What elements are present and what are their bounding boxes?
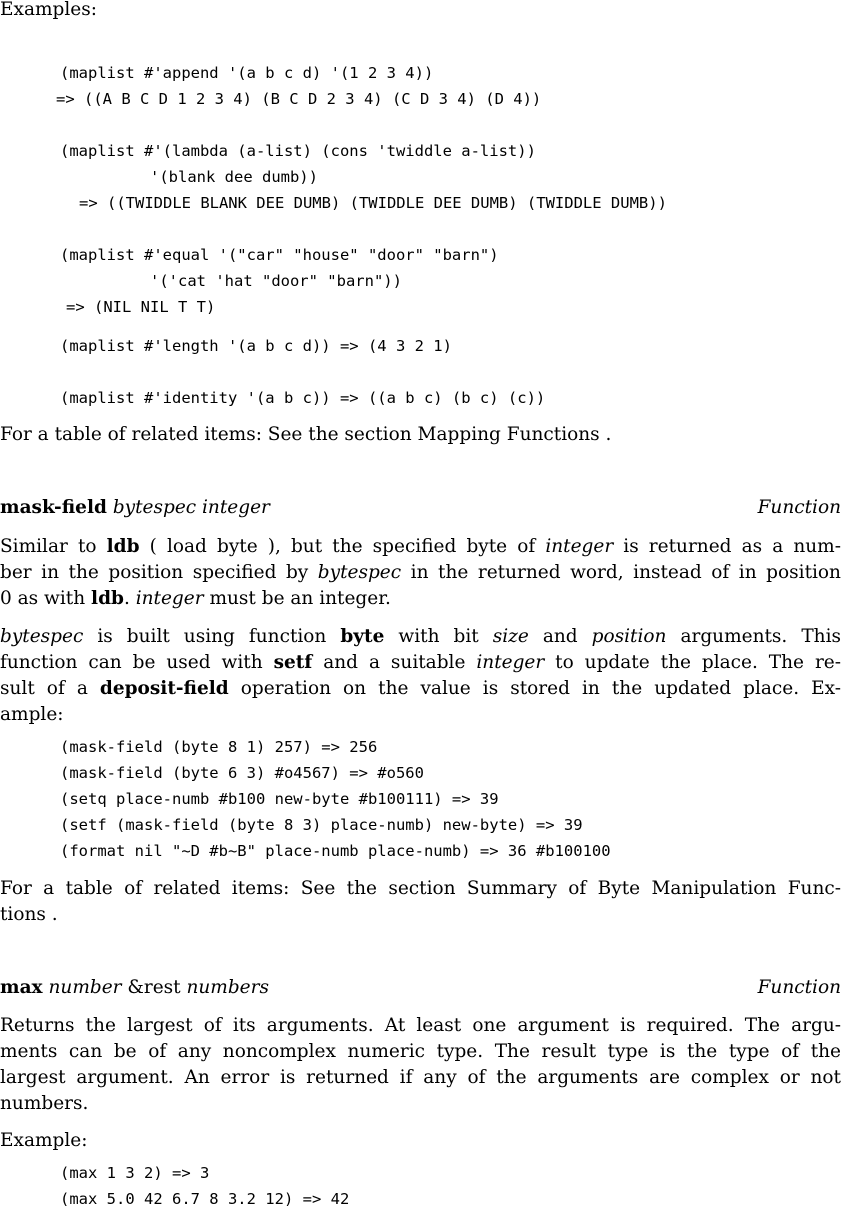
code-line: (maplist #'identity '(a b c)) => ((a b c) (b c) (c)): [60, 389, 546, 407]
paragraph-line: Similar to ldb ( load byte ), but the specified byte of integer is returned as a num-: [0, 536, 841, 557]
link-mapping-functions[interactable]: Mapping Functions: [417, 424, 600, 445]
code-line: (maplist #'(lambda (a-list) (cons 'twiddle a-list)): [60, 142, 536, 160]
see-also-byte: For a table of related items: See the section Summary of Byte Manipulation Func-: [0, 878, 841, 899]
paragraph-line: function can be used with setf and a suitable integer to update the place. The re-: [0, 652, 841, 673]
code-line: (mask-field (byte 8 1) 257) => 256: [60, 738, 378, 756]
code-line: (format nil "~D #b~B" place-numb place-numb) => 36 #b100100: [60, 842, 611, 860]
see-also-byte-cont: tions .: [0, 904, 58, 925]
code-line: (maplist #'equal '("car" "house" "door" "barn"): [60, 246, 499, 264]
code-line: '(blank dee dumb)): [150, 168, 318, 186]
see-also-mapping: For a table of related items: See the section Mapping Functions .: [0, 424, 612, 445]
paragraph-line: Returns the largest of its arguments. At least one argument is required. The argu-: [0, 1015, 841, 1036]
code-line: => (NIL NIL T T): [66, 298, 216, 316]
code-line: (setf (mask-field (byte 8 3) place-numb) new-byte) => 39: [60, 816, 583, 834]
paragraph-line: sult of a deposit-field operation on the value is stored in the updated place. Ex-: [0, 678, 841, 699]
code-line: (maplist #'append '(a b c d) '(1 2 3 4)): [60, 64, 434, 82]
examples-heading: Examples:: [0, 0, 97, 20]
paragraph-line: 0 as with ldb. integer must be an integer.: [0, 588, 391, 609]
entry-header-max: max number &rest numbers: [0, 977, 269, 998]
code-line: (maplist #'length '(a b c d)) => (4 3 2 1): [60, 337, 452, 355]
paragraph-line: bytespec is built using function byte with bit size and position arguments. This: [0, 626, 841, 647]
paragraph-line: ample:: [0, 704, 64, 725]
example-heading: Example:: [0, 1130, 88, 1151]
paragraph-line: largest argument. An error is returned if any of the arguments are complex or not: [0, 1067, 841, 1088]
paragraph-line: numbers.: [0, 1093, 89, 1114]
code-line: (max 5.0 42 6.7 8 3.2 12) => 42: [60, 1190, 350, 1208]
entry-header-mask-field: mask-field bytespec integer: [0, 497, 270, 518]
code-line: '('cat 'hat "door" "barn")): [150, 272, 402, 290]
code-line: (mask-field (byte 6 3) #o4567) => #o560: [60, 764, 424, 782]
code-line: => ((A B C D 1 2 3 4) (B C D 2 3 4) (C D 3 4) (D 4)): [56, 90, 542, 108]
paragraph-line: ments can be of any noncomplex numeric type. The result type is the type of the: [0, 1041, 841, 1062]
entry-kind: Function: [757, 497, 841, 518]
paragraph-line: ber in the position specified by bytespec in the returned word, instead of in position: [0, 562, 841, 583]
entry-kind: Function: [757, 977, 841, 998]
code-line: (setq place-numb #b100 new-byte #b100111) => 39: [60, 790, 499, 808]
code-line: (max 1 3 2) => 3: [60, 1164, 210, 1182]
link-byte-manipulation[interactable]: Summary of Byte Manipulation Func-: [466, 878, 841, 899]
code-line: => ((TWIDDLE BLANK DEE DUMB) (TWIDDLE DEE DUMB) (TWIDDLE DUMB)): [79, 194, 667, 212]
